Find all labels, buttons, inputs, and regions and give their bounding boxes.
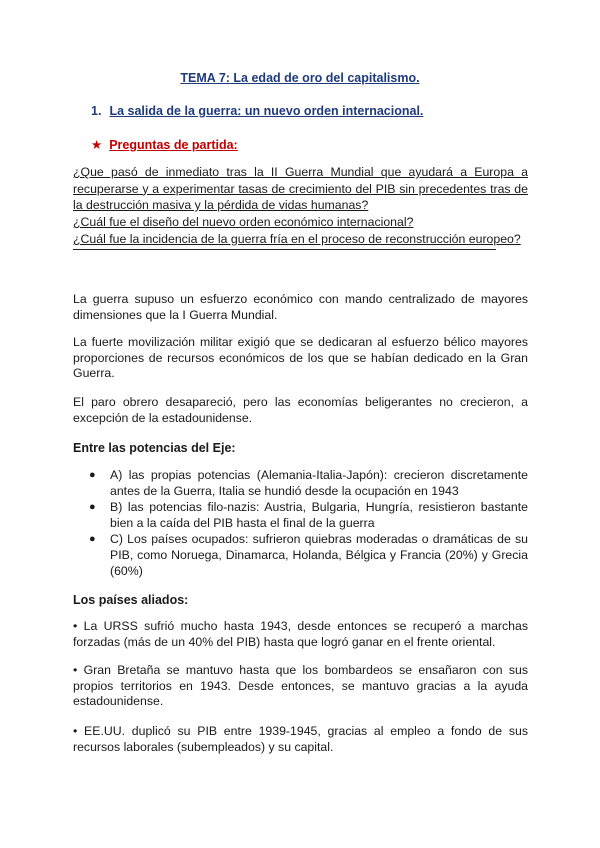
list-item [73,499,528,531]
list-item [73,467,528,499]
aliados-heading: Los países aliados: [73,593,189,607]
question-2: ¿Cuál fue el diseño del nuevo orden económico internacional? [73,215,414,229]
eje-heading: Entre las potencias del Eje: [73,441,236,455]
divider-line [73,249,496,250]
bullet-icon: ● [89,501,96,513]
question-3: ¿Cuál fue la incidencia de la guerra fría en el proceso de reconstrucción europeo? [73,232,521,246]
list-item-text: A) las propias potencias (Alemania-Italia-Japón): crecieron discretamente antes de la Guerra, Italia se hundió desde la ocupación en 1943 [110,468,528,498]
list-item-text: C) Los países ocupados: sufrieron quiebras moderadas o dramáticas de su PIB, como Noruega, Dinamarca, Holanda, Bélgica y Francia (20%) y Grecia (60%) [110,532,528,578]
star-icon: ★ [91,138,103,152]
aliados-item-gran-bretana: • Gran Bretaña se mantuvo hasta que los bombardeos se ensañaron con sus propios territorios en 1943. Desde entonces, se mantuvo gracias a la ayuda estadounidense. [73,663,528,709]
eje-list [73,467,528,579]
preguntas-heading [91,137,238,152]
document-title: TEMA 7: La edad de oro del capitalismo. [180,71,420,85]
aliados-item-urss: • La URSS sufrió mucho hasta 1943, desde entonces se recuperó a marchas forzadas (más de un 40% del PIB) hasta que logró ganar en el frente oriental. [73,619,528,649]
preguntas-label: Preguntas de partida: [109,138,238,152]
bullet-icon: ● [89,469,96,481]
aliados-item-eeuu: • EE.UU. duplicó su PIB entre 1939-1945, gracias al empleo a fondo de sus recursos laborales (subempleados) y su capital. [73,724,528,754]
section-number: 1. [91,104,102,118]
question-1: ¿Que pasó de inmediato tras la II Guerra Mundial que ayudará a Europa a recuperarse y a experimentar tasas de crecimiento del PIB sin precedentes tras de la destrucción masiva y la pérdida de vidas humanas? [73,165,528,212]
list-item-text: B) las potencias filo-nazis: Austria, Bulgaria, Hungría, resistieron bastante bien a la caída del PIB hasta el final de la guerra [110,500,528,530]
section-heading [91,104,423,118]
paragraph-1: La guerra supuso un esfuerzo económico con mando centralizado de mayores dimensiones que la I Guerra Mundial. [73,292,528,322]
bullet-icon: ● [89,533,96,545]
list-item [73,531,528,579]
paragraph-2: La fuerte movilización militar exigió que se dedicaran al esfuerzo bélico mayores proporciones de recursos económicos de los que se habían dedicado en la Gran Guerra. [73,335,528,381]
paragraph-3: El paro obrero desapareció, pero las economías beligerantes no crecieron, a excepción de la estadounidense. [73,395,528,425]
section-label: La salida de la guerra: un nuevo orden internacional. [109,104,424,118]
